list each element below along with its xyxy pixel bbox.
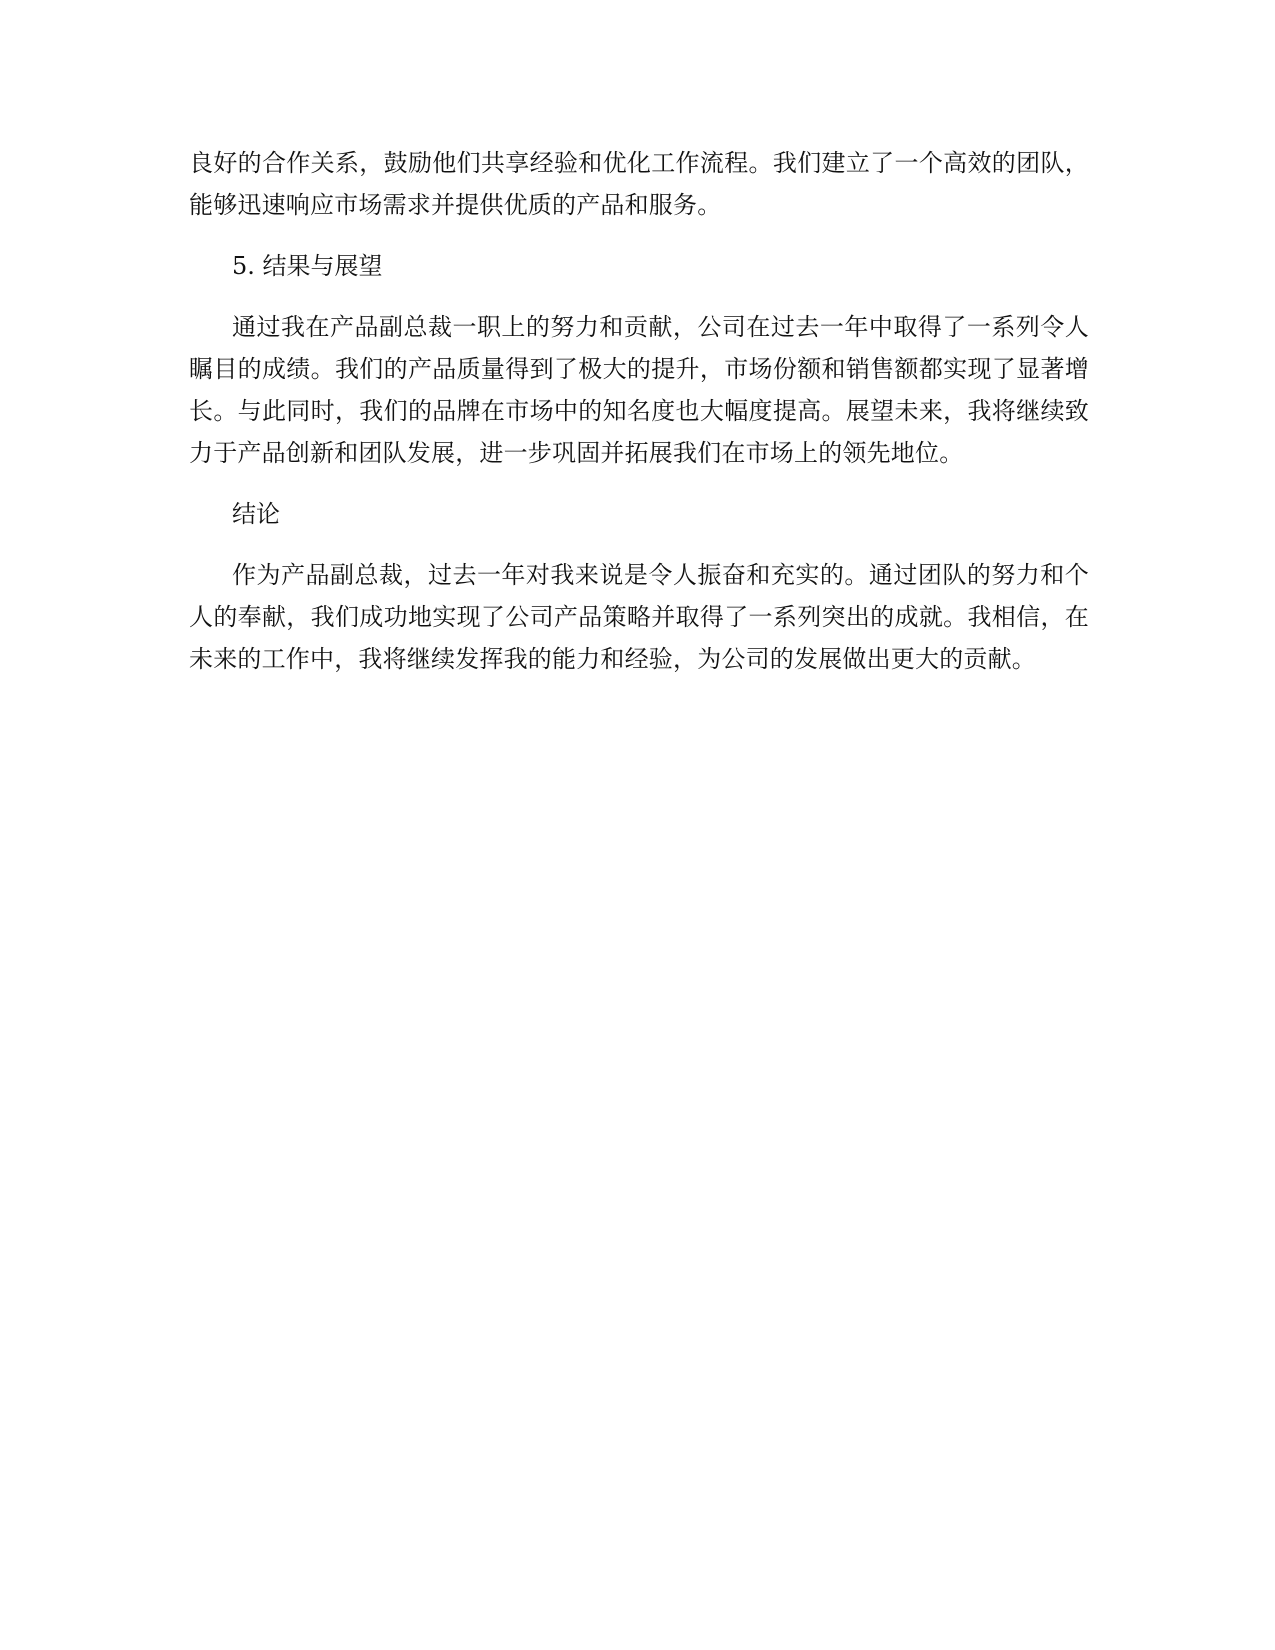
section-5-heading: 5. 结果与展望 (232, 252, 383, 280)
conclusion-paragraph: 作为产品副总裁，过去一年对我来说是令人振奋和充实的。通过团队的努力和个人的奉献，我们成功地实现了公司产品策略并取得了一系列突出的成就。我相信，在未来的工作中，我将继续发挥我的能力和经验，为公司的发展做出更大的贡献。 (189, 561, 1089, 673)
paragraph-continued: 良好的合作关系，鼓励他们共享经验和优化工作流程。我们建立了一个高效的团队，能够迅速响应市场需求并提供优质的产品和服务。 (189, 149, 1089, 219)
section-5-paragraph: 通过我在产品副总裁一职上的努力和贡献，公司在过去一年中取得了一系列令人瞩目的成绩。我们的产品质量得到了极大的提升，市场份额和销售额都实现了显著增长。与此同时，我们的品牌在市场中的知名度也大幅度提高。展望未来，我将继续致力于产品创新和团队发展，进一步巩固并拓展我们在市场上的领先地位。 (189, 313, 1089, 467)
conclusion-heading: 结论 (232, 500, 280, 528)
document-body (189, 142, 1089, 699)
